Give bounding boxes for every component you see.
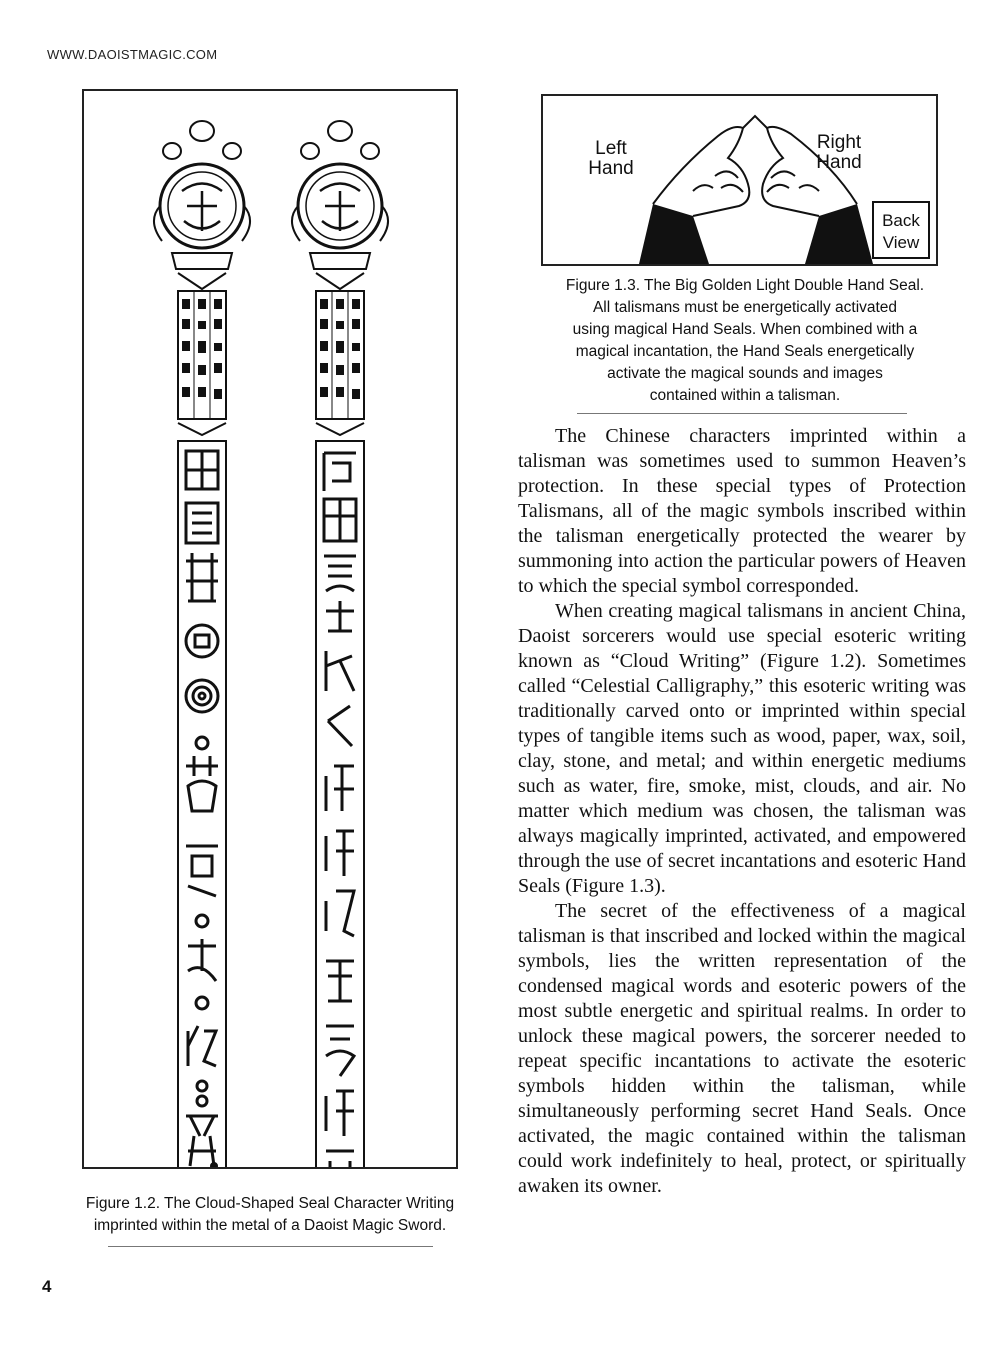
- page-number: 4: [42, 1277, 52, 1296]
- caption-line: contained within a talisman.: [649, 387, 841, 404]
- paragraph: The Chinese characters imprinted within a talisman was sometimes used to summon Heaven’s protection. In these special types of Protection Talismans, all of the magic symbols inscribed within the talisman energetically protected the wearer by summoning into action the particular powers of Heaven to which the special symbol corresponded.: [518, 425, 966, 597]
- figure-1-2-caption: [40, 1193, 500, 1237]
- right-hand-label: Hand: [816, 152, 862, 173]
- left-hand-label: Hand: [588, 158, 634, 179]
- figure-1-3-caption: [515, 275, 975, 407]
- caption-line: Figure 1.2. The Cloud-Shaped Seal Character Writing: [85, 1195, 455, 1212]
- caption-line: magical incantation, the Hand Seals energetically: [575, 343, 915, 360]
- swords-illustration: [84, 91, 456, 1167]
- paragraph: The secret of the effectiveness of a magical talisman is that inscribed and locked within the magical symbols, lies the written representation of the condensed magical words and esoteric powers of the most subtle energetic and spiritual realms. In order to unlock these magical powers, the sorcerer needed to repeat specific incantations to activate the esoteric symbols hidden within the talisman, while simultaneously performing secret Hand Seals. Once activated, the magic contained within the talisman could work indefinitely to heal, protect, or spiritually awaken its owner.: [518, 900, 966, 1197]
- caption-divider: [108, 1246, 433, 1247]
- figure-swords: [82, 89, 458, 1169]
- hand-seal-illustration: [543, 96, 936, 264]
- right-sword: [292, 121, 388, 1167]
- body-text: [518, 424, 966, 1199]
- caption-line: Figure 1.3. The Big Golden Light Double Hand Seal.: [565, 277, 925, 294]
- caption-line: using magical Hand Seals. When combined with a: [572, 321, 918, 338]
- back-view-label: Back: [882, 211, 920, 230]
- right-hand-label: Right: [816, 132, 862, 153]
- caption-line: All talismans must be energetically activated: [592, 299, 898, 316]
- caption-line: imprinted within the metal of a Daoist Magic Sword.: [93, 1217, 447, 1234]
- figure-hand-seal: [541, 94, 938, 266]
- caption-line: activate the magical sounds and images: [607, 365, 883, 382]
- left-sword: [154, 121, 250, 1167]
- left-hand-label: Left: [595, 138, 627, 159]
- site-url: WWW.DAOISTMAGIC.COM: [47, 47, 218, 62]
- caption-divider: [577, 413, 907, 414]
- back-view-label: View: [882, 233, 920, 252]
- paragraph: When creating magical talismans in ancient China, Daoist sorcerers would use special esoteric writing known as “Cloud Writing” (Figure 1.2). Sometimes called “Celestial Calligraphy,” this esoteric writing was traditionally carved onto or imprinted within special types of tangible items such as wood, paper, wax, soil, clay, stone, and metal; and within energetic mediums such as water, fire, smoke, mist, clouds, and air. No matter which medium was chosen, the talisman was always magically imprinted, activated, and empowered through the use of secret incantations and esoteric Hand Seals (Figure 1.3).: [518, 600, 966, 897]
